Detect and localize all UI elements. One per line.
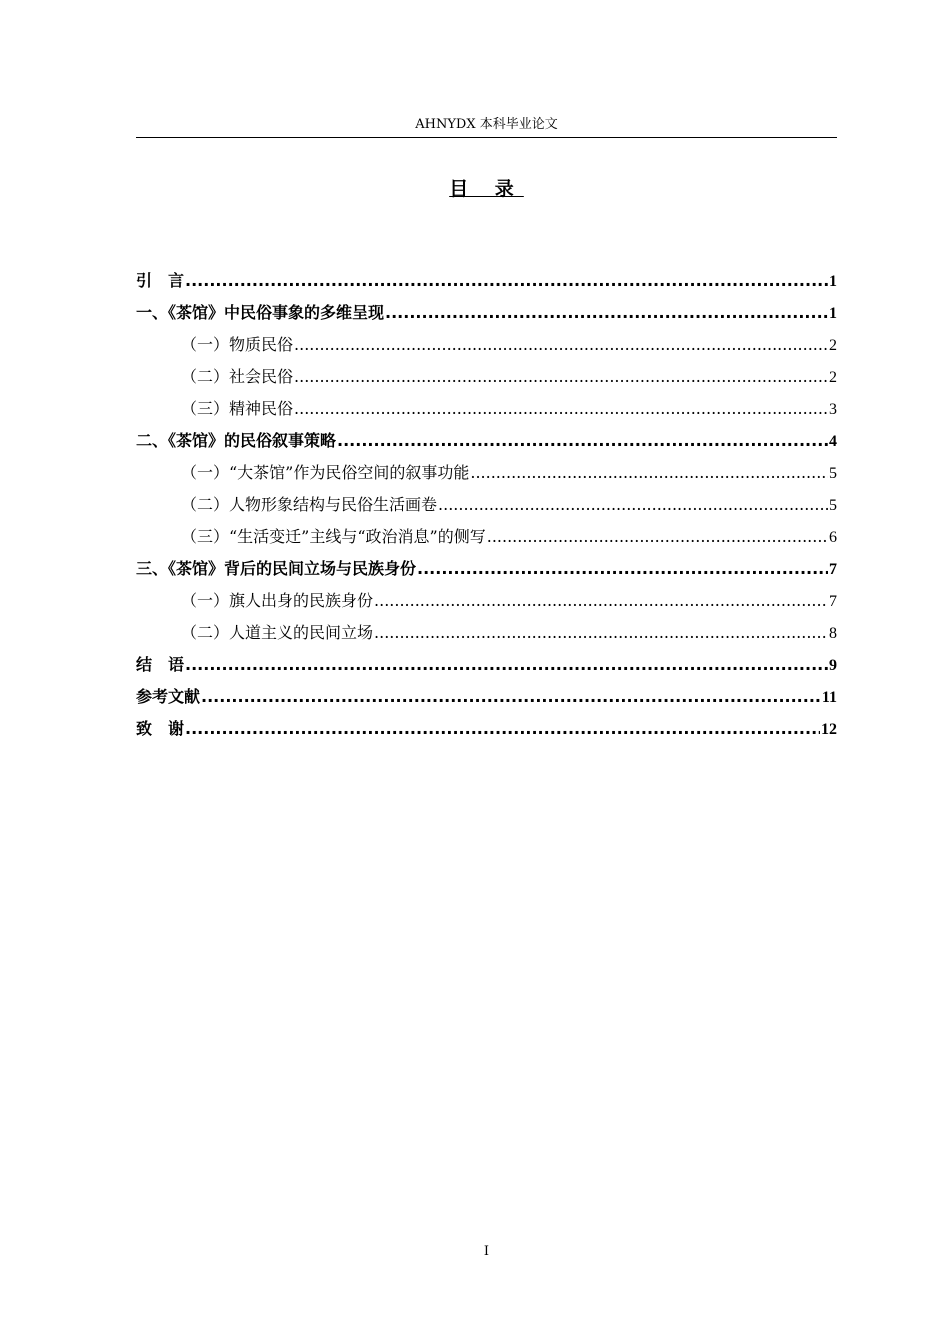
toc-entry-text: 致 谢: [136, 719, 185, 738]
toc-entry-text: 三、《茶馆》背后的民间立场与民族身份: [136, 559, 417, 578]
toc-entry-text: （一）物质民俗: [181, 335, 294, 354]
toc-entry-page: 2: [829, 369, 837, 386]
toc-dot-leader: [337, 425, 828, 457]
toc-entry-acknowledgements[interactable]: [136, 713, 837, 745]
toc-entry-text: 一、《茶馆》中民俗事象的多维呈现: [136, 303, 385, 322]
toc-dot-leader: [374, 585, 828, 617]
toc-entry-section-1-3[interactable]: [136, 393, 837, 425]
toc-dot-leader: [438, 489, 828, 521]
toc-entry-text: （一）“大茶馆”作为民俗空间的叙事功能: [181, 463, 470, 482]
toc-entry-page: 8: [829, 625, 837, 642]
header-divider: [136, 137, 837, 138]
toc-entry-conclusion[interactable]: [136, 649, 837, 681]
toc-entry-text: （一）旗人出身的民族身份: [181, 591, 374, 610]
running-header: AHNYDX 本科毕业论文: [415, 117, 558, 132]
toc-entry-page: 1: [829, 305, 837, 322]
toc-entry-section-2-1[interactable]: [136, 457, 837, 489]
toc-entry-page: 5: [829, 497, 837, 514]
toc-dot-leader: [470, 457, 828, 489]
toc-entry-introduction[interactable]: [136, 265, 837, 297]
toc-entry-page: 5: [829, 465, 837, 482]
toc-dot-leader: [417, 553, 828, 585]
page-number: I: [483, 1244, 490, 1259]
toc-entry-chapter-3[interactable]: [136, 553, 837, 585]
toc-dot-leader: [385, 297, 828, 329]
toc-entry-page: 7: [829, 561, 837, 578]
toc-entry-text: （三）精神民俗: [181, 399, 294, 418]
toc-entry-chapter-2[interactable]: [136, 425, 837, 457]
toc-dot-leader: [201, 681, 821, 713]
toc-title: 目 录: [449, 178, 524, 200]
toc-entry-text: （二）人物形象结构与民俗生活画卷: [181, 495, 438, 514]
toc-entry-section-3-2[interactable]: [136, 617, 837, 649]
toc-entry-page: 7: [829, 593, 837, 610]
toc-entry-page: 3: [829, 401, 837, 418]
toc-entry-section-1-1[interactable]: [136, 329, 837, 361]
toc-entry-page: 1: [829, 273, 837, 290]
toc-dot-leader: [374, 617, 828, 649]
toc-entry-text: 引 言: [136, 271, 185, 290]
table-of-contents: [136, 265, 837, 745]
toc-entry-chapter-1[interactable]: [136, 297, 837, 329]
toc-entry-text: （二）人道主义的民间立场: [181, 623, 374, 642]
toc-dot-leader: [185, 265, 828, 297]
toc-entry-references[interactable]: [136, 681, 837, 713]
toc-dot-leader: [185, 713, 820, 745]
toc-dot-leader: [294, 329, 828, 361]
toc-entry-section-2-3[interactable]: [136, 521, 837, 553]
toc-entry-text: 参考文献: [136, 687, 201, 706]
toc-dot-leader: [185, 649, 828, 681]
toc-entry-section-2-2[interactable]: [136, 489, 837, 521]
toc-entry-text: （三）“生活变迁”主线与“政治消息”的侧写: [181, 527, 486, 546]
toc-entry-text: （二）社会民俗: [181, 367, 294, 386]
toc-entry-text: 结 语: [136, 655, 185, 674]
toc-entry-page: 4: [829, 433, 837, 450]
toc-entry-section-1-2[interactable]: [136, 361, 837, 393]
toc-entry-page: 9: [829, 657, 837, 674]
toc-dot-leader: [487, 521, 828, 553]
toc-entry-page: 2: [829, 337, 837, 354]
toc-entry-page: 12: [821, 721, 837, 738]
toc-entry-text: 二、《茶馆》的民俗叙事策略: [136, 431, 337, 450]
toc-entry-page: 6: [829, 529, 837, 546]
toc-dot-leader: [294, 393, 828, 425]
toc-entry-section-3-1[interactable]: [136, 585, 837, 617]
toc-entry-page: 11: [821, 689, 837, 706]
toc-dot-leader: [294, 361, 828, 393]
